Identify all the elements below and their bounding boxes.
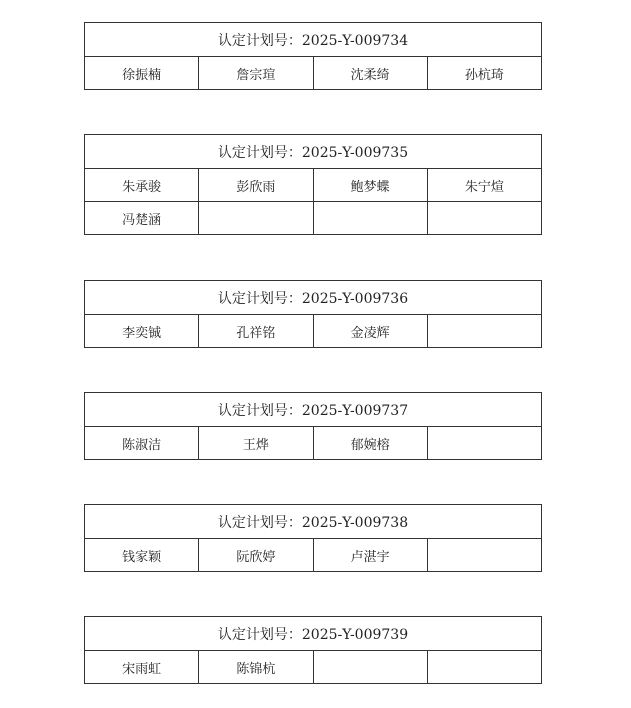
- member-name-cell: 宋雨虹: [85, 651, 199, 684]
- member-name-cell: 彭欣雨: [199, 169, 313, 202]
- plan-table: [84, 280, 542, 348]
- member-name-cell: 李奕铖: [85, 315, 199, 348]
- plan-table: [84, 22, 542, 90]
- member-name-cell: 冯楚涵: [85, 202, 199, 235]
- member-name-cell: 朱宁煊: [427, 169, 541, 202]
- member-name-cell: 陈锦杭: [199, 651, 313, 684]
- plan-number-header: 认定计划号：2025-Y-009734: [85, 23, 542, 57]
- plan-number-header: 认定计划号：2025-Y-009735: [85, 135, 542, 169]
- member-name-cell: 钱家颖: [85, 539, 199, 572]
- plan-table: [84, 504, 542, 572]
- member-name-cell: 詹宗瑄: [199, 57, 313, 90]
- member-name-cell: 阮欣婷: [199, 539, 313, 572]
- empty-cell: [199, 202, 313, 235]
- member-name-cell: 徐振楠: [85, 57, 199, 90]
- member-name-cell: 郁婉榕: [313, 427, 427, 460]
- plan-number-header: 认定计划号：2025-Y-009739: [85, 617, 542, 651]
- member-name-cell: 孙杭琦: [427, 57, 541, 90]
- member-name-cell: 朱承骏: [85, 169, 199, 202]
- member-name-cell: 鲍梦蝶: [313, 169, 427, 202]
- empty-cell: [427, 427, 541, 460]
- member-name-cell: 孔祥铭: [199, 315, 313, 348]
- empty-cell: [427, 315, 541, 348]
- empty-cell: [427, 539, 541, 572]
- plan-number-header: 认定计划号：2025-Y-009738: [85, 505, 542, 539]
- empty-cell: [313, 651, 427, 684]
- member-name-cell: 王烨: [199, 427, 313, 460]
- empty-cell: [427, 202, 541, 235]
- member-name-cell: 沈柔绮: [313, 57, 427, 90]
- member-name-cell: 金凌辉: [313, 315, 427, 348]
- plan-table: [84, 134, 542, 235]
- plan-number-header: 认定计划号：2025-Y-009737: [85, 393, 542, 427]
- plan-table: [84, 392, 542, 460]
- plan-table: [84, 616, 542, 684]
- plan-number-header: 认定计划号：2025-Y-009736: [85, 281, 542, 315]
- member-name-cell: 陈淑洁: [85, 427, 199, 460]
- member-name-cell: 卢湛宇: [313, 539, 427, 572]
- empty-cell: [427, 651, 541, 684]
- empty-cell: [313, 202, 427, 235]
